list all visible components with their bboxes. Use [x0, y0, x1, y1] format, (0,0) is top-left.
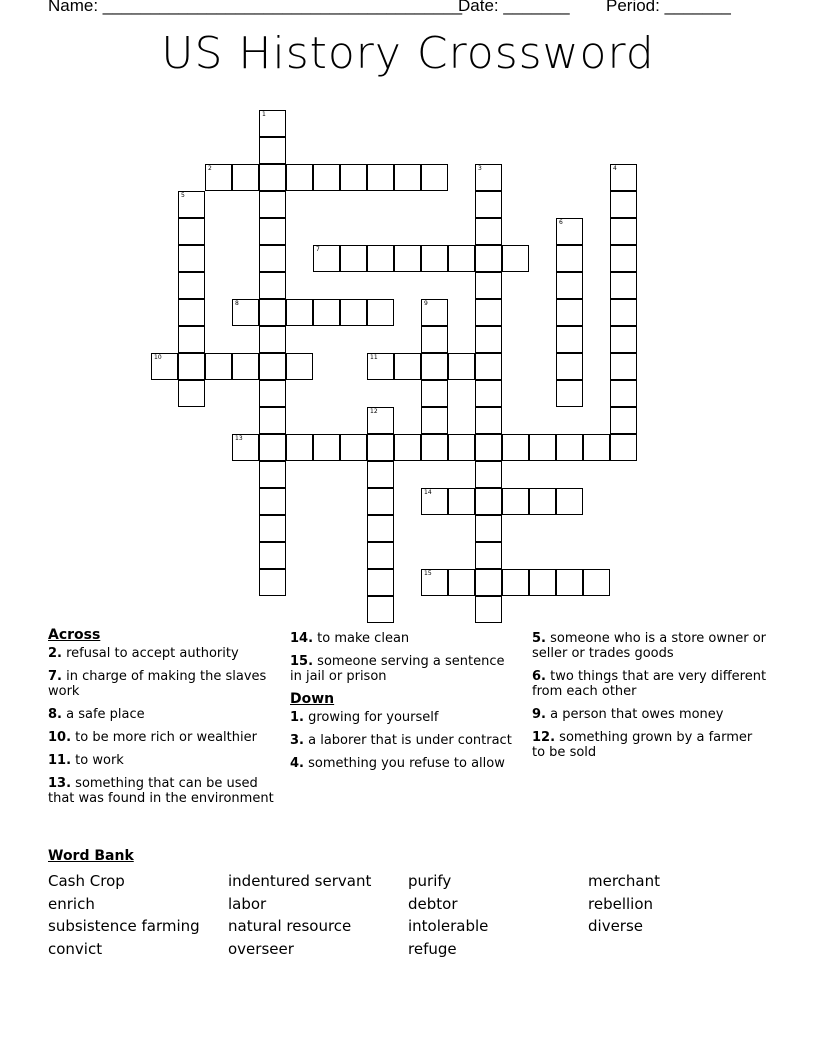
crossword-cell[interactable]: [394, 353, 421, 380]
crossword-cell[interactable]: [448, 488, 475, 515]
crossword-cell[interactable]: [475, 488, 502, 515]
date-field[interactable]: Date: _______: [458, 0, 570, 15]
crossword-cell[interactable]: [502, 245, 529, 272]
crossword-cell[interactable]: [502, 488, 529, 515]
crossword-cell[interactable]: [151, 353, 178, 380]
word-bank-item: natural resource: [228, 917, 352, 935]
word-bank-item: debtor: [408, 894, 458, 913]
clue-item: 2. refusal to accept authority: [48, 646, 239, 661]
crossword-cell[interactable]: [286, 434, 313, 461]
crossword-cell[interactable]: [340, 434, 367, 461]
crossword-cell[interactable]: [340, 245, 367, 272]
cell-number: 1: [262, 111, 266, 118]
clues-column-2: [290, 628, 518, 779]
crossword-cell[interactable]: [340, 164, 367, 191]
word-bank-item: indentured servant: [228, 872, 372, 890]
clue-item: 10. to be more rich or wealthier: [48, 730, 257, 745]
crossword-cell[interactable]: [367, 245, 394, 272]
crossword-cell[interactable]: [259, 191, 286, 218]
page-title: US History Crossword: [161, 28, 655, 79]
crossword-cell[interactable]: [232, 434, 259, 461]
clue-item: 9. a person that owes money: [532, 707, 724, 722]
crossword-cell[interactable]: [556, 380, 583, 407]
crossword-cell[interactable]: [259, 272, 286, 299]
crossword-cell[interactable]: [394, 164, 421, 191]
crossword-cell[interactable]: [259, 137, 286, 164]
crossword-cell[interactable]: [367, 488, 394, 515]
crossword-cell[interactable]: [421, 569, 448, 596]
crossword-cell[interactable]: [475, 191, 502, 218]
crossword-cell[interactable]: [610, 299, 637, 326]
word-bank-item: Cash Crop: [48, 872, 125, 890]
crossword-cell[interactable]: [367, 299, 394, 326]
crossword-cell[interactable]: [178, 353, 205, 380]
crossword-cell[interactable]: [313, 434, 340, 461]
crossword-cell[interactable]: [475, 407, 502, 434]
word-bank-item: refuge: [408, 939, 457, 958]
crossword-cell[interactable]: [610, 353, 637, 380]
crossword-cell[interactable]: [178, 326, 205, 353]
across-heading: Across: [48, 627, 101, 643]
crossword-cell[interactable]: [259, 299, 286, 326]
word-bank-item: subsistence farming: [48, 917, 200, 935]
clue-item: 12. something grown by a farmer to be sold: [532, 730, 753, 760]
cell-number: 2: [208, 165, 212, 172]
crossword-cell[interactable]: [313, 164, 340, 191]
crossword-cell[interactable]: [421, 326, 448, 353]
word-bank-item: labor: [228, 894, 267, 913]
crossword-cell[interactable]: [556, 353, 583, 380]
crossword-cell[interactable]: [556, 299, 583, 326]
word-bank-column: [48, 870, 228, 960]
crossword-cell[interactable]: [178, 218, 205, 245]
clue-item: 8. a safe place: [48, 707, 145, 722]
crossword-cell[interactable]: [205, 353, 232, 380]
cell-number: 11: [370, 354, 378, 361]
cell-number: 3: [478, 165, 482, 172]
crossword-cell[interactable]: [583, 434, 610, 461]
crossword-cell[interactable]: [367, 407, 394, 434]
crossword-cell[interactable]: [259, 515, 286, 542]
crossword-cell[interactable]: [610, 326, 637, 353]
crossword-cell[interactable]: [448, 245, 475, 272]
crossword-cell[interactable]: [205, 164, 232, 191]
crossword-cell[interactable]: [367, 515, 394, 542]
crossword-cell[interactable]: [610, 434, 637, 461]
clue-item: 14. to make clean: [290, 631, 410, 646]
cell-number: 13: [235, 435, 243, 442]
crossword-cell[interactable]: [313, 299, 340, 326]
word-bank-column: [408, 870, 588, 960]
crossword-cell[interactable]: [259, 407, 286, 434]
crossword-cell[interactable]: [259, 218, 286, 245]
word-bank-item: merchant: [588, 872, 661, 890]
crossword-cell[interactable]: [232, 164, 259, 191]
crossword-cell[interactable]: [475, 542, 502, 569]
word-bank-item: purify: [408, 872, 452, 890]
cell-number: 10: [154, 354, 162, 361]
clue-item: 7. in charge of making the slaves work: [48, 669, 267, 699]
crossword-cell[interactable]: [475, 515, 502, 542]
crossword-cell[interactable]: [475, 218, 502, 245]
crossword-cell[interactable]: [475, 245, 502, 272]
crossword-cell[interactable]: [421, 353, 448, 380]
crossword-cell[interactable]: [313, 245, 340, 272]
crossword-cell[interactable]: [286, 299, 313, 326]
crossword-cell[interactable]: [475, 434, 502, 461]
crossword-cell[interactable]: [610, 380, 637, 407]
crossword-cell[interactable]: [556, 488, 583, 515]
crossword-cell[interactable]: [259, 488, 286, 515]
word-bank-title: Word Bank: [48, 848, 134, 864]
crossword-cell[interactable]: [556, 218, 583, 245]
crossword-cell[interactable]: [259, 326, 286, 353]
crossword-cell[interactable]: [259, 380, 286, 407]
crossword-cell[interactable]: [529, 488, 556, 515]
word-bank-item: convict: [48, 939, 103, 958]
crossword-cell[interactable]: [259, 569, 286, 596]
crossword-cell[interactable]: [367, 542, 394, 569]
crossword-cell[interactable]: [367, 434, 394, 461]
crossword-cell[interactable]: [367, 461, 394, 488]
clue-item: 13. something that can be used that was found in the environment: [48, 776, 274, 806]
cell-number: 4: [613, 165, 617, 172]
clue-item: 15. someone serving a sentence in jail or prison: [290, 654, 505, 684]
word-bank-item: enrich: [48, 894, 95, 913]
crossword-cell[interactable]: [475, 380, 502, 407]
word-bank-item: overseer: [228, 939, 294, 958]
crossword-cell[interactable]: [367, 596, 394, 623]
crossword-cell[interactable]: [421, 164, 448, 191]
period-field[interactable]: Period: _______: [606, 0, 731, 15]
crossword-cell[interactable]: [286, 164, 313, 191]
clue-item: 4. something you refuse to allow: [290, 756, 505, 771]
crossword-cell[interactable]: [610, 191, 637, 218]
crossword-cell[interactable]: [502, 569, 529, 596]
cell-number: 12: [370, 408, 378, 415]
crossword-cell[interactable]: [178, 380, 205, 407]
crossword-cell[interactable]: [259, 164, 286, 191]
crossword-cell[interactable]: [421, 245, 448, 272]
cell-number: 7: [316, 246, 320, 253]
crossword-cell[interactable]: [556, 569, 583, 596]
crossword-cell[interactable]: [502, 434, 529, 461]
crossword-cell[interactable]: [259, 434, 286, 461]
crossword-cell[interactable]: [178, 272, 205, 299]
cell-number: 9: [424, 300, 428, 307]
crossword-cell[interactable]: [556, 245, 583, 272]
crossword-cell[interactable]: [259, 353, 286, 380]
crossword-cell[interactable]: [286, 353, 313, 380]
cell-number: 8: [235, 300, 239, 307]
crossword-cell[interactable]: [475, 164, 502, 191]
crossword-cell[interactable]: [448, 434, 475, 461]
crossword-cell[interactable]: [421, 407, 448, 434]
crossword-cell[interactable]: [178, 191, 205, 218]
clues-column-1: [48, 628, 283, 814]
clue-item: 6. two things that are very different from each other: [532, 669, 767, 699]
crossword-cell[interactable]: [394, 245, 421, 272]
crossword-cell[interactable]: [178, 299, 205, 326]
crossword-cell[interactable]: [610, 218, 637, 245]
crossword-cell[interactable]: [232, 353, 259, 380]
word-bank-item: diverse: [588, 917, 644, 935]
crossword-cell[interactable]: [421, 299, 448, 326]
crossword-cell[interactable]: [583, 569, 610, 596]
cell-number: 15: [424, 570, 432, 577]
crossword-cell[interactable]: [475, 353, 502, 380]
crossword-cell[interactable]: [448, 569, 475, 596]
crossword-cell[interactable]: [529, 434, 556, 461]
crossword-cell[interactable]: [448, 353, 475, 380]
cell-number: 14: [424, 489, 432, 496]
crossword-cell[interactable]: [556, 272, 583, 299]
crossword-cell[interactable]: [259, 461, 286, 488]
cell-number: 6: [559, 219, 563, 226]
word-bank-item: intolerable: [408, 917, 489, 935]
clue-item: 5. someone who is a store owner or seller or trades goods: [532, 631, 767, 661]
crossword-cell[interactable]: [475, 569, 502, 596]
crossword-cell[interactable]: [259, 110, 286, 137]
crossword-cell[interactable]: [367, 353, 394, 380]
crossword-cell[interactable]: [340, 299, 367, 326]
crossword-cell[interactable]: [475, 596, 502, 623]
crossword-cell[interactable]: [421, 488, 448, 515]
cell-number: 5: [181, 192, 185, 199]
clues-column-3: [532, 628, 768, 768]
down-heading: Down: [290, 691, 335, 707]
crossword-cell[interactable]: [178, 245, 205, 272]
crossword-cell[interactable]: [610, 164, 637, 191]
crossword-cell[interactable]: [421, 434, 448, 461]
clue-item: 3. a laborer that is under contract: [290, 733, 512, 748]
crossword-cell[interactable]: [475, 461, 502, 488]
crossword-cell[interactable]: [232, 299, 259, 326]
word-bank-item: rebellion: [588, 894, 654, 913]
crossword-cell[interactable]: [475, 272, 502, 299]
crossword-cell[interactable]: [259, 542, 286, 569]
crossword-cell[interactable]: [556, 434, 583, 461]
crossword-cell[interactable]: [610, 245, 637, 272]
crossword-cell[interactable]: [259, 245, 286, 272]
crossword-cell[interactable]: [610, 407, 637, 434]
clue-item: 1. growing for yourself: [290, 710, 439, 725]
crossword-cell[interactable]: [610, 272, 637, 299]
crossword-cell[interactable]: [421, 380, 448, 407]
word-bank-column: [588, 870, 768, 938]
crossword-cell[interactable]: [529, 569, 556, 596]
crossword-cell[interactable]: [394, 434, 421, 461]
crossword-cell[interactable]: [367, 569, 394, 596]
clue-item: 11. to work: [48, 753, 124, 768]
word-bank-column: [228, 870, 408, 960]
crossword-cell[interactable]: [475, 326, 502, 353]
name-field[interactable]: Name: ______________________________________: [48, 0, 463, 15]
crossword-cell[interactable]: [367, 164, 394, 191]
crossword-cell[interactable]: [556, 326, 583, 353]
crossword-cell[interactable]: [475, 299, 502, 326]
